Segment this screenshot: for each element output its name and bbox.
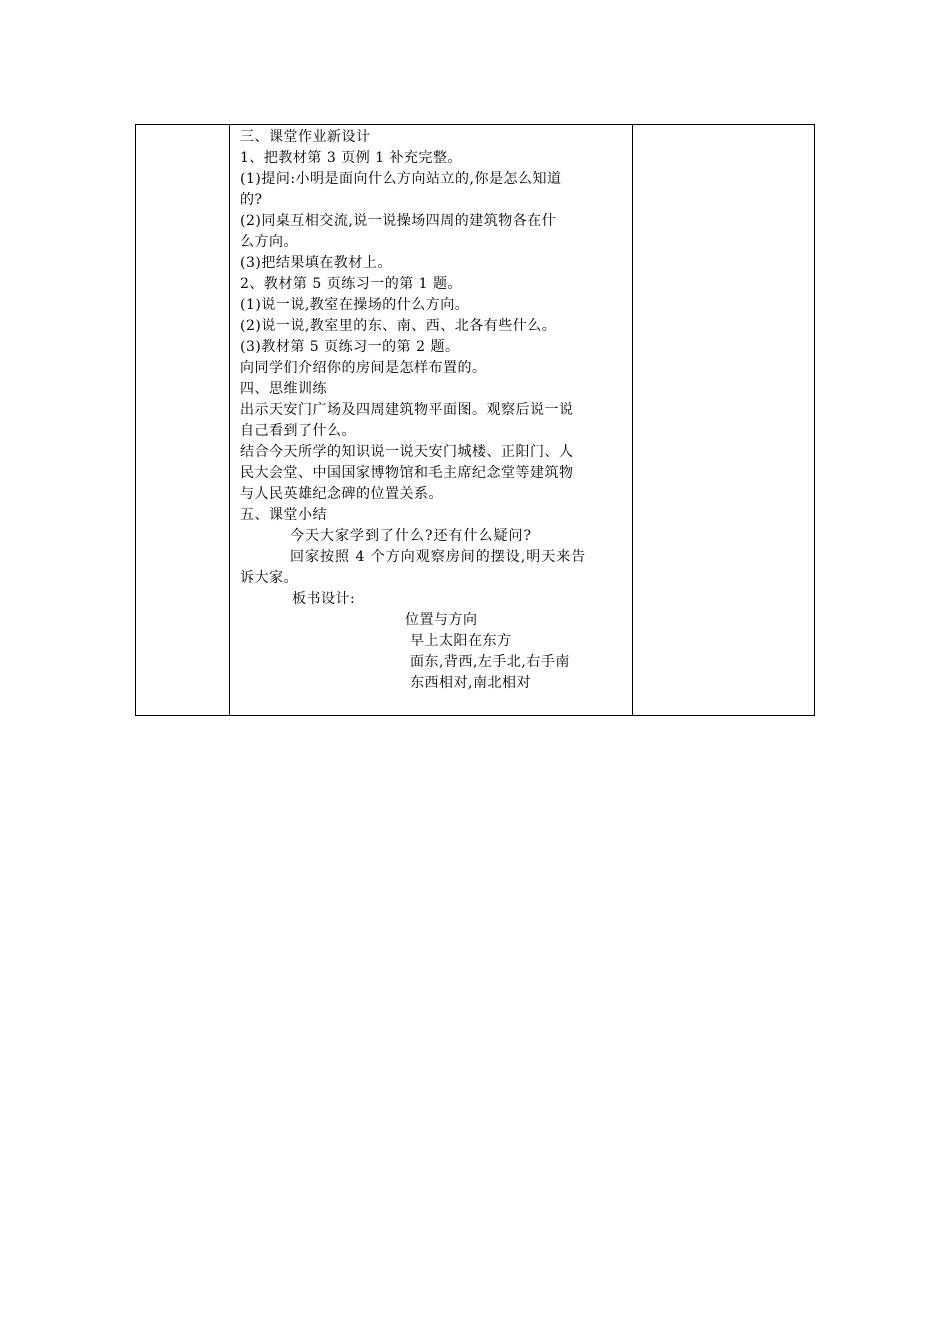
text-line: 结合今天所学的知识说一说天安门城楼、正阳门、人 [240,444,574,460]
text-line: (2)同桌互相交流,说一说操场四周的建筑物各在什 [240,213,557,229]
board-title: 位置与方向 [405,612,478,628]
board-item: 面东,背西,左手北,右手南 [410,654,570,670]
text-line: (2)说一说,教室里的东、南、西、北各有些什么。 [240,318,557,334]
text-line: (1)提问:小明是面向什么方向站立的,你是怎么知道 [240,171,562,187]
text-line: (1)说一说,教室在操场的什么方向。 [240,297,470,313]
board-label: 板书设计: [292,591,356,607]
text-line: 与人民英雄纪念碑的位置关系。 [240,486,443,502]
text-line: (3)把结果填在教材上。 [240,255,392,271]
text-line: (3)教材第 5 页练习一的第 2 题。 [240,339,460,355]
summary-line: 回家按照 4 个方向观察房间的摆设,明天来告 [290,549,587,565]
text-line: 的? [240,192,263,208]
text-line: 自己看到了什么。 [240,423,356,439]
text-line: 2、教材第 5 页练习一的第 1 题。 [240,276,463,292]
text-line: 向同学们介绍你的房间是怎样布置的。 [240,360,487,376]
board-item: 东西相对,南北相对 [410,675,531,691]
text-line: 民大会堂、中国国家博物馆和毛主席纪念堂等建筑物 [240,465,574,481]
content-cell [232,125,632,715]
summary-line: 今天大家学到了什么?还有什么疑问? [290,528,533,544]
text-line: 出示天安门广场及四周建筑物平面图。观察后说一说 [240,402,574,418]
board-item: 早上太阳在东方 [410,633,512,649]
text-line: 么方向。 [240,234,298,250]
text-line: 1、把教材第 3 页例 1 补充完整。 [240,150,463,166]
left-column-cell [136,125,230,715]
section-4-heading: 四、思维训练 [240,381,327,397]
summary-line: 诉大家。 [240,570,298,586]
right-column-cell [632,125,815,715]
lesson-table [135,124,815,716]
section-5-heading: 五、课堂小结 [240,507,327,523]
section-3-heading: 三、课堂作业新设计 [240,129,371,145]
